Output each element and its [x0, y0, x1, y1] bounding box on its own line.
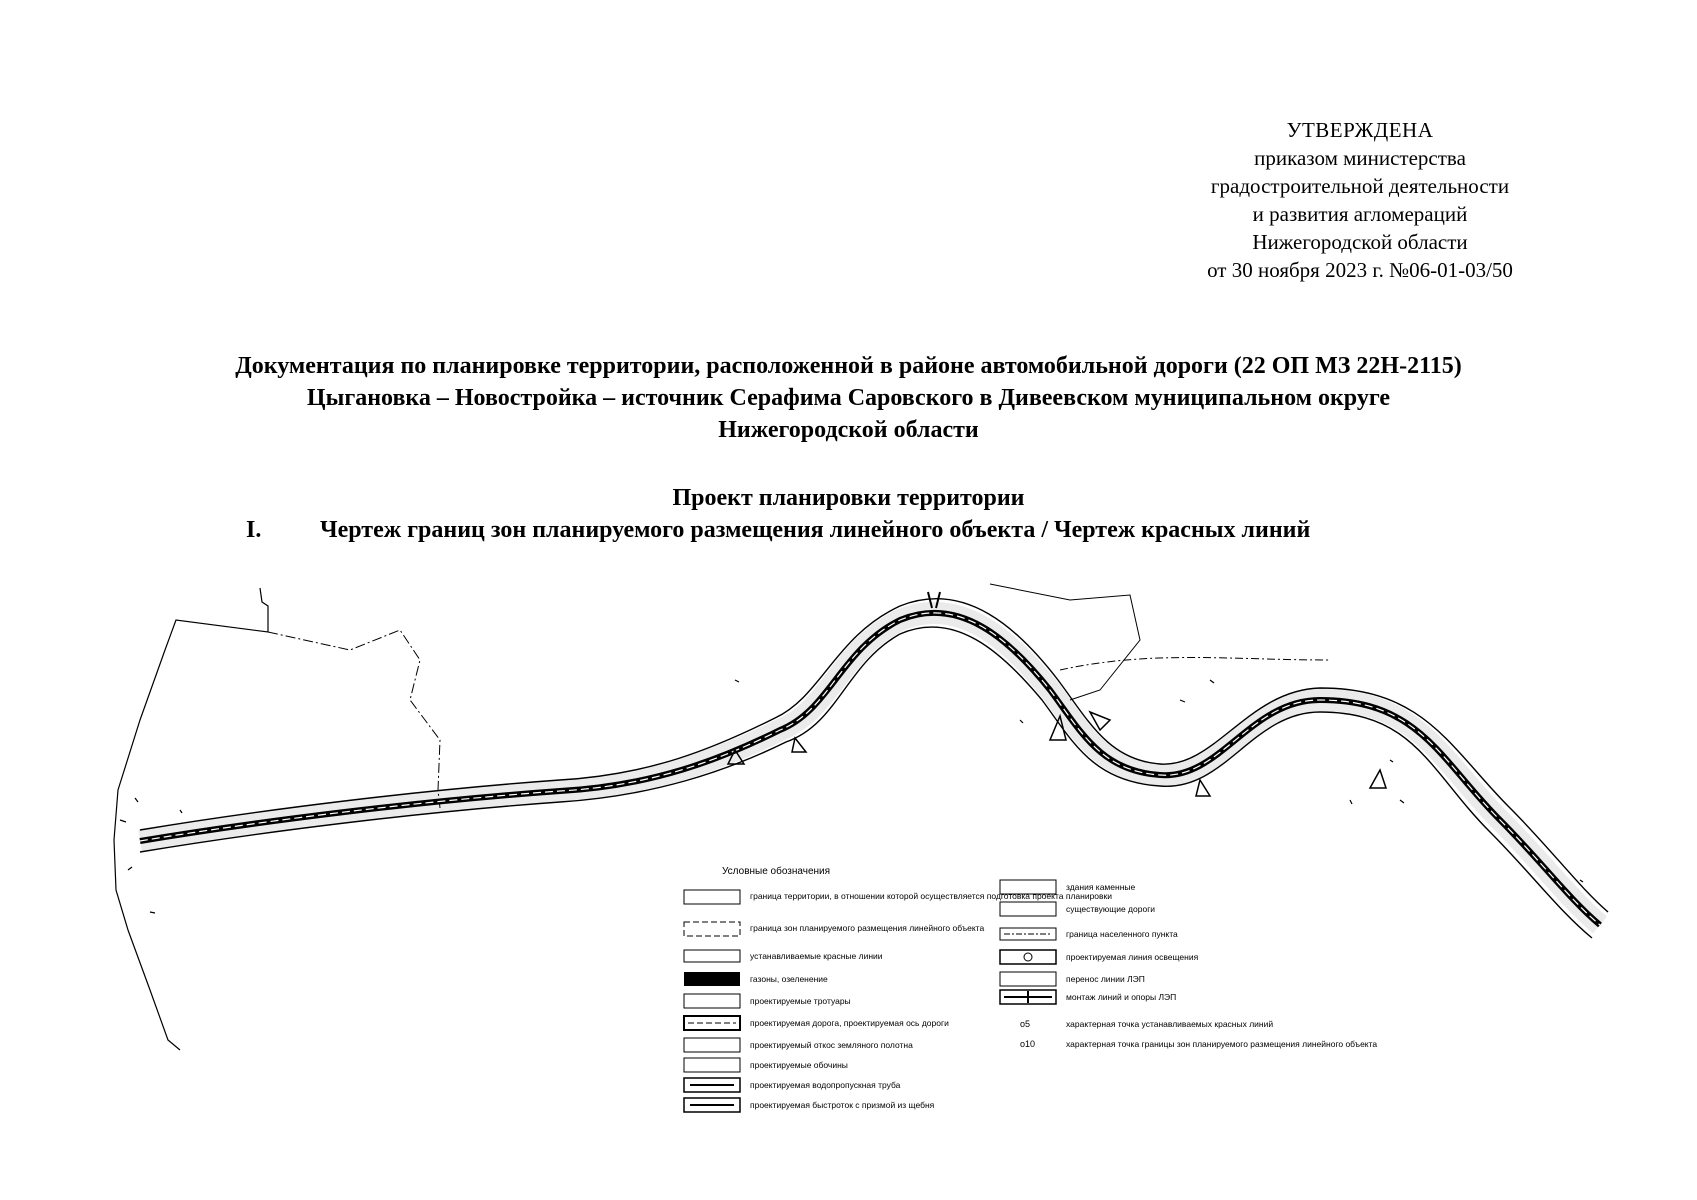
- road-axis: [140, 613, 1600, 925]
- legend-symbol-shoulder: [684, 1058, 740, 1072]
- junction: [1196, 780, 1210, 796]
- legend-item-label: газоны, озеленение: [750, 974, 828, 984]
- legend-item-label: проектируемая быстроток с призмой из щебня: [750, 1100, 935, 1110]
- approval-line: от 30 ноября 2023 г. №06-01-03/50: [1207, 258, 1513, 282]
- legend-item-label: существующие дороги: [1066, 904, 1156, 914]
- legend-symbol-lawn: [684, 972, 740, 986]
- legend-symbol-existing-road: [1000, 902, 1056, 916]
- legend-marker: о5: [1020, 1019, 1031, 1029]
- legend-symbol-lighting-pole: [1024, 953, 1032, 961]
- legend-item-label: проектируемые обочины: [750, 1060, 848, 1070]
- legend-symbol-zone: [684, 922, 740, 936]
- settlement-boundary: [268, 630, 440, 808]
- legend-title: Условные обозначения: [722, 866, 831, 877]
- projected-road: [140, 613, 1600, 925]
- junction: [1370, 770, 1386, 788]
- legend-item-label: граница территории, в отношении которой осуществляется подготовка проекта планировки: [750, 891, 1113, 901]
- approval-heading: УТВЕРЖДЕНА: [1286, 118, 1434, 142]
- legend-item-label: монтаж линий и опоры ЛЭП: [1066, 992, 1177, 1002]
- legend-symbol-sidewalk: [684, 994, 740, 1008]
- legend-symbol-boundary: [684, 890, 740, 904]
- legend-item-label: характерная точка границы зон планируемого размещения линейного объекта: [1066, 1039, 1378, 1049]
- legend-marker: о10: [1020, 1039, 1036, 1049]
- legend-item-label: проектируемая линия освещения: [1066, 952, 1199, 962]
- legend-symbol-redline: [684, 950, 740, 962]
- section-title: Чертеж границ зон планируемого размещения линейного объекта / Чертеж красных линий: [320, 517, 1311, 543]
- section-number: I.: [246, 517, 262, 543]
- approval-line: приказом министерства: [1254, 146, 1466, 170]
- legend-item-label: устанавливаемые красные линии: [750, 951, 883, 961]
- approval-line: и развития агломераций: [1252, 202, 1468, 226]
- legend-symbol-relocation: [1000, 972, 1056, 986]
- legend-item-label: граница зон планируемого размещения линейного объекта: [750, 923, 985, 933]
- title-line: Документация по планировке территории, расположенной в районе автомобильной дороги (22 ОП МЗ 22Н-2115): [235, 353, 1462, 379]
- legend-item-label: характерная точка устанавливаемых красных линий: [1066, 1019, 1274, 1029]
- zone-boundary-outer: [140, 613, 1600, 925]
- legend-item-label: проектируемые тротуары: [750, 996, 851, 1006]
- map-legend: [684, 865, 1377, 1112]
- legend-symbol-slope: [684, 1038, 740, 1052]
- title-line: Нижегородской области: [718, 417, 979, 443]
- junction: [792, 738, 806, 752]
- approval-line: градостроительной деятельности: [1210, 174, 1510, 198]
- legend-item-label: перенос линии ЛЭП: [1066, 974, 1145, 984]
- legend-item-label: проектируемый откос земляного полотна: [750, 1040, 913, 1050]
- project-subtitle: Проект планировки территории: [672, 485, 1025, 511]
- legend-item-label: здания каменные: [1066, 882, 1136, 892]
- legend-item-label: проектируемая дорога, проектируемая ось дороги: [750, 1018, 949, 1028]
- legend-item-label: проектируемая водопропускная труба: [750, 1080, 901, 1090]
- legend-symbol-lighting: [1000, 950, 1056, 964]
- legend-item-label: граница населенного пункта: [1066, 929, 1178, 939]
- title-line: Цыгановка – Новостройка – источник Серафима Саровского в Дивеевском муниципальном округе: [306, 385, 1391, 411]
- approval-line: Нижегородской области: [1252, 230, 1468, 254]
- settlement-boundary-right: [1060, 658, 1330, 671]
